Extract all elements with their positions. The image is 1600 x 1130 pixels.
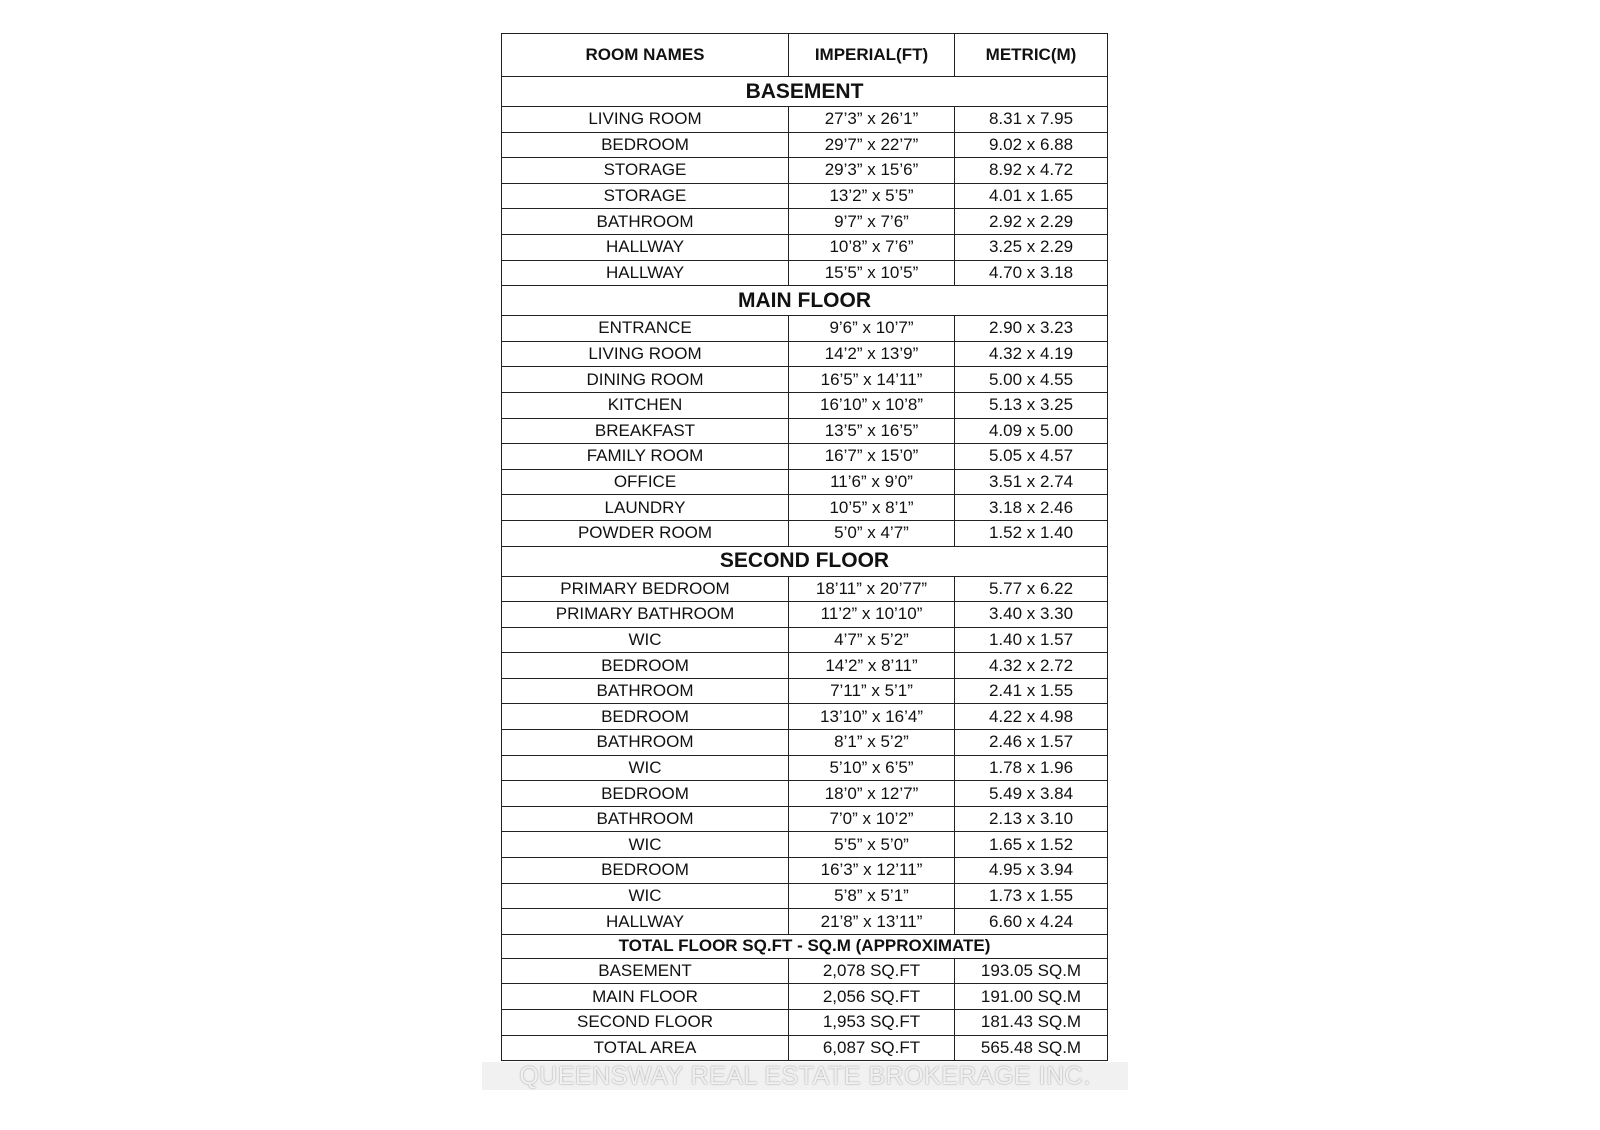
table-row xyxy=(502,234,1108,260)
header-room-names: ROOM NAMES xyxy=(502,34,789,77)
metric-cell: 9.02 x 6.88 xyxy=(955,132,1108,158)
metric-cell: 191.00 SQ.M xyxy=(955,984,1108,1010)
metric-cell: 5.00 x 4.55 xyxy=(955,367,1108,393)
imperial-cell: 7’11” x 5’1” xyxy=(789,678,955,704)
room-name-cell: WIC xyxy=(502,832,789,858)
table-row xyxy=(502,678,1108,704)
table-row xyxy=(502,984,1108,1010)
room-name-cell: OFFICE xyxy=(502,469,789,495)
metric-cell: 2.90 x 3.23 xyxy=(955,316,1108,342)
table-row xyxy=(502,781,1108,807)
imperial-cell: 5’8” x 5’1” xyxy=(789,883,955,909)
imperial-cell: 11’2” x 10’10” xyxy=(789,602,955,628)
imperial-cell: 2,078 SQ.FT xyxy=(789,958,955,984)
metric-cell: 1.78 x 1.96 xyxy=(955,755,1108,781)
metric-cell: 2.13 x 3.10 xyxy=(955,806,1108,832)
totals-header-title: TOTAL FLOOR SQ.FT - SQ.M (APPROXIMATE) xyxy=(502,934,1108,958)
section-header xyxy=(502,77,1108,107)
room-name-cell: DINING ROOM xyxy=(502,367,789,393)
metric-cell: 8.92 x 4.72 xyxy=(955,158,1108,184)
metric-cell: 3.40 x 3.30 xyxy=(955,602,1108,628)
metric-cell: 565.48 SQ.M xyxy=(955,1035,1108,1061)
watermark: QUEENSWAY REAL ESTATE BROKERAGE INC. xyxy=(482,1062,1128,1090)
imperial-cell: 5’10” x 6’5” xyxy=(789,755,955,781)
table-row xyxy=(502,755,1108,781)
room-name-cell: PRIMARY BATHROOM xyxy=(502,602,789,628)
table-row xyxy=(502,858,1108,884)
section-header-title: SECOND FLOOR xyxy=(502,546,1108,576)
table-row xyxy=(502,704,1108,730)
metric-cell: 2.41 x 1.55 xyxy=(955,678,1108,704)
room-name-cell: KITCHEN xyxy=(502,392,789,418)
imperial-cell: 7’0” x 10’2” xyxy=(789,806,955,832)
room-name-cell: STORAGE xyxy=(502,158,789,184)
table-row xyxy=(502,107,1108,133)
imperial-cell: 9’7” x 7’6” xyxy=(789,209,955,235)
table-row xyxy=(502,158,1108,184)
table-row xyxy=(502,653,1108,679)
imperial-cell: 18’11” x 20’77” xyxy=(789,576,955,602)
room-name-cell: LAUNDRY xyxy=(502,495,789,521)
metric-cell: 2.92 x 2.29 xyxy=(955,209,1108,235)
metric-cell: 4.32 x 2.72 xyxy=(955,653,1108,679)
room-name-cell: MAIN FLOOR xyxy=(502,984,789,1010)
imperial-cell: 11’6” x 9’0” xyxy=(789,469,955,495)
metric-cell: 8.31 x 7.95 xyxy=(955,107,1108,133)
table-row xyxy=(502,132,1108,158)
room-dimensions-table xyxy=(501,33,1108,1061)
room-name-cell: BEDROOM xyxy=(502,653,789,679)
imperial-cell: 8’1” x 5’2” xyxy=(789,730,955,756)
metric-cell: 193.05 SQ.M xyxy=(955,958,1108,984)
metric-cell: 3.18 x 2.46 xyxy=(955,495,1108,521)
table-row xyxy=(502,602,1108,628)
imperial-cell: 16’10” x 10’8” xyxy=(789,392,955,418)
table-row xyxy=(502,883,1108,909)
room-name-cell: ENTRANCE xyxy=(502,316,789,342)
metric-cell: 5.13 x 3.25 xyxy=(955,392,1108,418)
header-imperial: IMPERIAL(FT) xyxy=(789,34,955,77)
table-row xyxy=(502,1035,1108,1061)
room-name-cell: BEDROOM xyxy=(502,781,789,807)
metric-cell: 181.43 SQ.M xyxy=(955,1010,1108,1036)
room-name-cell: BASEMENT xyxy=(502,958,789,984)
metric-cell: 5.49 x 3.84 xyxy=(955,781,1108,807)
table-row xyxy=(502,958,1108,984)
imperial-cell: 16’5” x 14’11” xyxy=(789,367,955,393)
imperial-cell: 10’5” x 8’1” xyxy=(789,495,955,521)
imperial-cell: 14’2” x 8’11” xyxy=(789,653,955,679)
room-name-cell: BEDROOM xyxy=(502,704,789,730)
metric-cell: 4.01 x 1.65 xyxy=(955,183,1108,209)
totals-header xyxy=(502,934,1108,958)
metric-cell: 1.40 x 1.57 xyxy=(955,627,1108,653)
imperial-cell: 14’2” x 13’9” xyxy=(789,341,955,367)
table-row xyxy=(502,418,1108,444)
table-row xyxy=(502,909,1108,935)
room-name-cell: BATHROOM xyxy=(502,209,789,235)
metric-cell: 4.32 x 4.19 xyxy=(955,341,1108,367)
room-name-cell: BREAKFAST xyxy=(502,418,789,444)
imperial-cell: 18’0” x 12’7” xyxy=(789,781,955,807)
room-name-cell: WIC xyxy=(502,883,789,909)
imperial-cell: 27’3” x 26’1” xyxy=(789,107,955,133)
room-name-cell: WIC xyxy=(502,755,789,781)
room-name-cell: TOTAL AREA xyxy=(502,1035,789,1061)
room-name-cell: LIVING ROOM xyxy=(502,107,789,133)
table-row xyxy=(502,209,1108,235)
imperial-cell: 5’5” x 5’0” xyxy=(789,832,955,858)
table-row xyxy=(502,260,1108,286)
metric-cell: 1.73 x 1.55 xyxy=(955,883,1108,909)
table-row xyxy=(502,806,1108,832)
table-row xyxy=(502,444,1108,470)
imperial-cell: 21’8” x 13’11” xyxy=(789,909,955,935)
imperial-cell: 2,056 SQ.FT xyxy=(789,984,955,1010)
table-row xyxy=(502,183,1108,209)
table-row xyxy=(502,341,1108,367)
table-row xyxy=(502,730,1108,756)
metric-cell: 4.09 x 5.00 xyxy=(955,418,1108,444)
table-row xyxy=(502,316,1108,342)
room-name-cell: LIVING ROOM xyxy=(502,341,789,367)
room-name-cell: SECOND FLOOR xyxy=(502,1010,789,1036)
section-header xyxy=(502,546,1108,576)
imperial-cell: 13’5” x 16’5” xyxy=(789,418,955,444)
room-name-cell: BATHROOM xyxy=(502,678,789,704)
section-header-title: BASEMENT xyxy=(502,77,1108,107)
metric-cell: 2.46 x 1.57 xyxy=(955,730,1108,756)
imperial-cell: 16’3” x 12’11” xyxy=(789,858,955,884)
room-name-cell: FAMILY ROOM xyxy=(502,444,789,470)
header-metric: METRIC(M) xyxy=(955,34,1108,77)
room-name-cell: PRIMARY BEDROOM xyxy=(502,576,789,602)
metric-cell: 5.77 x 6.22 xyxy=(955,576,1108,602)
table-row xyxy=(502,520,1108,546)
room-name-cell: BEDROOM xyxy=(502,858,789,884)
imperial-cell: 5’0” x 4’7” xyxy=(789,520,955,546)
metric-cell: 3.25 x 2.29 xyxy=(955,234,1108,260)
room-name-cell: POWDER ROOM xyxy=(502,520,789,546)
room-name-cell: BEDROOM xyxy=(502,132,789,158)
table-row xyxy=(502,469,1108,495)
imperial-cell: 6,087 SQ.FT xyxy=(789,1035,955,1061)
imperial-cell: 13’2” x 5’5” xyxy=(789,183,955,209)
table-row xyxy=(502,627,1108,653)
metric-cell: 4.70 x 3.18 xyxy=(955,260,1108,286)
imperial-cell: 29’7” x 22’7” xyxy=(789,132,955,158)
room-name-cell: WIC xyxy=(502,627,789,653)
section-header-title: MAIN FLOOR xyxy=(502,286,1108,316)
metric-cell: 6.60 x 4.24 xyxy=(955,909,1108,935)
imperial-cell: 13’10” x 16’4” xyxy=(789,704,955,730)
header-row xyxy=(502,34,1108,77)
room-name-cell: BATHROOM xyxy=(502,730,789,756)
table-row xyxy=(502,1010,1108,1036)
metric-cell: 4.22 x 4.98 xyxy=(955,704,1108,730)
table-row xyxy=(502,392,1108,418)
imperial-cell: 4’7” x 5’2” xyxy=(789,627,955,653)
imperial-cell: 9’6” x 10’7” xyxy=(789,316,955,342)
room-name-cell: HALLWAY xyxy=(502,260,789,286)
imperial-cell: 1,953 SQ.FT xyxy=(789,1010,955,1036)
table-row xyxy=(502,832,1108,858)
table-body xyxy=(502,34,1108,1061)
room-name-cell: STORAGE xyxy=(502,183,789,209)
imperial-cell: 10’8” x 7’6” xyxy=(789,234,955,260)
section-header xyxy=(502,286,1108,316)
room-name-cell: BATHROOM xyxy=(502,806,789,832)
table-row xyxy=(502,576,1108,602)
room-name-cell: HALLWAY xyxy=(502,234,789,260)
metric-cell: 5.05 x 4.57 xyxy=(955,444,1108,470)
imperial-cell: 16’7” x 15’0” xyxy=(789,444,955,470)
room-name-cell: HALLWAY xyxy=(502,909,789,935)
metric-cell: 4.95 x 3.94 xyxy=(955,858,1108,884)
table-row xyxy=(502,495,1108,521)
imperial-cell: 15’5” x 10’5” xyxy=(789,260,955,286)
imperial-cell: 29’3” x 15’6” xyxy=(789,158,955,184)
metric-cell: 1.65 x 1.52 xyxy=(955,832,1108,858)
table-row xyxy=(502,367,1108,393)
metric-cell: 1.52 x 1.40 xyxy=(955,520,1108,546)
metric-cell: 3.51 x 2.74 xyxy=(955,469,1108,495)
